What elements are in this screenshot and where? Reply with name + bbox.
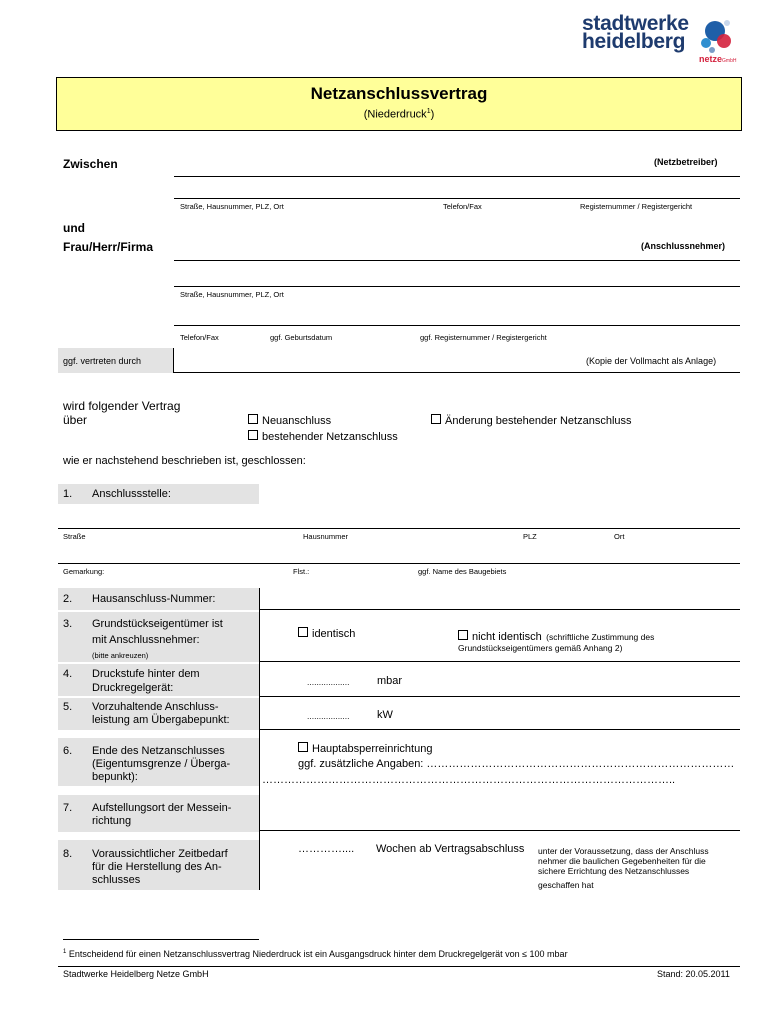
label-ort: Ort [614,532,625,541]
logo-sub: netzeGmbH [699,54,737,64]
checkbox-icon[interactable] [248,414,258,424]
section-8-label-3: schlusses [92,874,141,886]
footnote: $^1$ Entscheidend für einen Netzanschlussvertrag Niederdruck ist ein Ausgangsdruck hinter dem Druckregelgerät von ≤ 100 mbar [63,949,568,959]
section-6-label-3: bepunkt): [92,771,138,783]
section-5-label-2: leistung am Übergabepunkt: [92,714,230,726]
label-frau-herr-firma: Frau/Herr/Firma [63,240,154,254]
vertreten-line[interactable] [173,372,740,373]
label-netzbetreiber: (Netzbetreiber) [654,157,718,167]
option-identisch[interactable]: identisch [298,627,355,640]
eigentuemer-line [259,661,740,662]
zeitbedarf-note-4: geschaffen hat [538,880,594,890]
section-4-number: 4. [63,668,73,680]
label-baugebiet: ggf. Name des Baugebiets [418,567,507,576]
anschlussstelle-line[interactable] [58,528,740,529]
company-logo [582,12,737,66]
option-hauptabsperreinrichtung[interactable]: Hauptabsperreinrichtung [298,742,432,755]
logo-dots-icon [698,14,732,54]
checkbox-icon[interactable] [458,630,468,640]
zusaetzliche-angaben-input[interactable]: ggf. zusätzliche Angaben: ………………………………………………………………………… [298,758,735,770]
section-7-number: 7. [63,802,73,814]
label-reg-2: ggf. Registernummer / Registergericht [420,333,547,342]
section-8-number: 8. [63,848,73,860]
zeitbedarf-note-2: nehmer die baulichen Gegebenheiten für die [538,856,706,866]
label-zwischen: Zwischen [63,157,118,171]
logo-line-1: stadtwerke [582,12,689,35]
label-hausnummer: Hausnummer [303,532,349,541]
gemarkung-line[interactable] [58,563,740,564]
section-4-label-2: Druckregelgerät: [92,682,174,694]
section-3-note: (bitte ankreuzen) [92,651,149,660]
label-street-1: Straße, Hausnummer, PLZ, Ort [180,202,284,211]
nicht-identisch-note: (schriftliche Zustimmung des [546,632,655,642]
section-5-label-1: Vorzuhaltende Anschluss- [92,701,219,713]
druckstufe-unit: mbar [377,675,403,687]
page-title: Netzanschlussvertrag [310,84,488,103]
druckstufe-input[interactable]: .................. [307,677,350,687]
anschlussnehmer-address-line[interactable] [174,286,740,287]
intro-line-2: über [63,413,88,427]
zusaetzliche-angaben-line-2[interactable]: ………………………………………………………………………………………………….. [262,774,676,786]
section-7-label-2: richtung [92,815,132,827]
section-1-number: 1. [63,488,73,500]
label-und: und [63,221,85,235]
netzbetreiber-address-line[interactable] [174,198,740,199]
zeitbedarf-input[interactable]: ………….... [298,843,355,855]
footnote-separator [63,939,259,940]
section-8-label-1: Voraussichtlicher Zeitbedarf [92,848,228,860]
section-8-label-2: für die Herstellung des An- [92,861,222,873]
label-phone-2: Telefon/Fax [180,333,219,342]
option-nicht-identisch[interactable]: nicht identisch (schriftliche Zustimmung des [458,627,654,645]
footer-line [58,966,740,967]
logo-line-2: heidelberg [582,30,686,53]
section-6-number: 6. [63,745,73,757]
section-4-label-1: Druckstufe hinter dem [92,668,200,680]
label-strasse: Straße [63,532,86,541]
anschlussnehmer-contact-line[interactable] [174,325,740,326]
label-gemarkung: Gemarkung: [63,567,105,576]
page-subtitle: (Niederdruck$^1$) [363,108,435,121]
section-2-number: 2. [63,593,73,605]
label-phone-1: Telefon/Fax [443,202,482,211]
label-reg-1: Registernummer / Registergericht [580,202,693,211]
checkbox-icon[interactable] [431,414,441,424]
nicht-identisch-note-2: Grundstückseigentümers gemäß Anhang 2) [458,643,623,653]
section-6-label-2: (Eigentumsgrenze / Überga- [92,758,231,770]
label-vertreten: ggf. vertreten durch [63,356,142,366]
sections-divider [259,588,260,890]
footer-date: Stand: 20.05.2011 [657,969,730,979]
leistung-unit: kW [377,709,393,721]
zeitbedarf-note-3: sichere Errichtung des Netzanschlusses [538,866,690,876]
label-street-2: Straße, Hausnummer, PLZ, Ort [180,290,284,299]
leistung-input[interactable]: .................. [307,711,350,721]
label-vollmacht: (Kopie der Vollmacht als Anlage) [586,356,717,366]
hausanschluss-line[interactable] [259,609,740,610]
messeinrichtung-line[interactable] [259,830,740,831]
footer-company: Stadtwerke Heidelberg Netze GmbH [63,969,209,979]
section-2-label: Hausanschluss-Nummer: [92,593,216,605]
option-neuanschluss[interactable]: Neuanschluss [248,414,331,427]
closing-text: wie er nachstehend beschrieben ist, geschlossen: [63,455,306,467]
label-anschlussnehmer: (Anschlussnehmer) [641,241,726,251]
anschlussnehmer-line[interactable] [174,260,740,261]
section-7-label-1: Aufstellungsort der Messein- [92,802,232,814]
zeitbedarf-note-1: unter der Voraussetzung, dass der Anschluss [538,846,709,856]
druckstufe-line [259,696,740,697]
checkbox-icon[interactable] [248,430,258,440]
netzbetreiber-line[interactable] [174,176,740,177]
title-box [56,77,742,131]
section-6-label-1: Ende des Netzanschlusses [92,745,225,757]
label-flst: Flst.: [293,567,310,576]
intro-line-1: wird folgender Vertrag [63,399,181,413]
label-birthdate: ggf. Geburtsdatum [270,333,333,342]
vertreten-divider [173,348,174,373]
zeitbedarf-unit: Wochen ab Vertragsabschluss [376,843,525,855]
label-plz: PLZ [523,532,537,541]
option-bestehend[interactable]: bestehender Netzanschluss [248,430,398,443]
section-3-label-2: mit Anschlussnehmer: [92,634,200,646]
section-1-label: Anschlussstelle: [92,488,171,500]
section-5-number: 5. [63,701,73,713]
option-aenderung[interactable]: Änderung bestehender Netzanschluss [431,414,632,427]
checkbox-icon[interactable] [298,742,308,752]
section-3-label-1: Grundstückseigentümer ist [92,618,223,630]
leistung-line [259,729,740,730]
section-3-number: 3. [63,618,73,630]
checkbox-icon[interactable] [298,627,308,637]
